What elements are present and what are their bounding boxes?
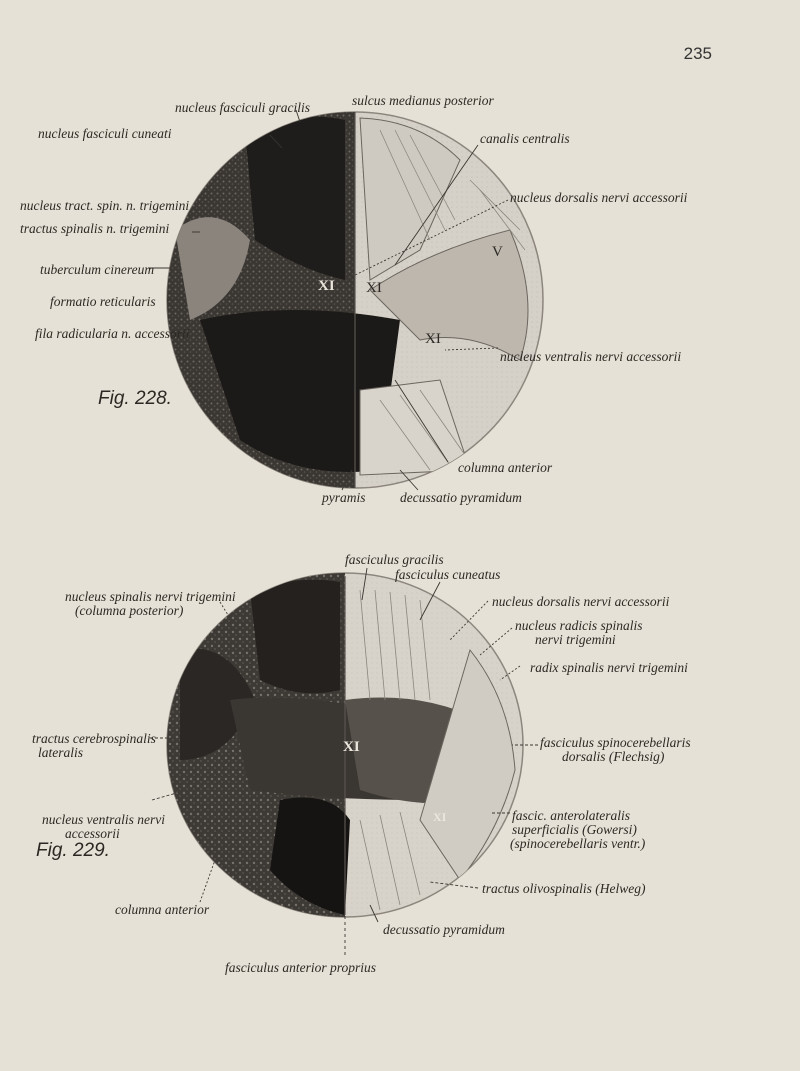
mark-xi-small-229: XI [433, 810, 447, 824]
label-nucleus-radicis-line1: nucleus radicis spinalis [515, 618, 643, 633]
label-tuberculum-cinereum: tuberculum cinereum [40, 262, 155, 277]
mark-xi-mid-228: XI [366, 280, 382, 296]
label-formatio-reticularis: formatio reticularis [50, 294, 156, 309]
label-decussatio-pyramidum-229: decussatio pyramidum [383, 922, 505, 937]
label-fasciculus-spinocerebellaris-line1: fasciculus spinocerebellaris [540, 735, 691, 750]
label-tractus-cerebrospinalis-line1: tractus cerebrospinalis [32, 731, 156, 746]
label-fasciculus-spinocerebellaris-line2: dorsalis (Flechsig) [562, 749, 665, 764]
label-tractus-cerebrospinalis-line2: lateralis [38, 745, 84, 760]
label-tractus-olivospinalis: tractus olivospinalis (Helweg) [482, 881, 646, 896]
label-fascic-anterolateralis-line3: (spinocerebellaris ventr.) [510, 836, 646, 851]
label-nucleus-spinalis-line2: (columna posterior) [75, 603, 184, 618]
mark-xi-lower-228: XI [425, 331, 441, 347]
label-fasciculus-anterior-proprius: fasciculus anterior proprius [225, 960, 377, 975]
label-fascic-anterolateralis-line1: fascic. anterolateralis [512, 808, 630, 823]
mark-v-228: V [492, 244, 503, 260]
posterior-columns-dark-229 [250, 580, 340, 694]
mark-xi-left-228: XI [318, 278, 335, 294]
label-nucleus-fasciculi-gracilis: nucleus fasciculi gracilis [175, 100, 310, 115]
label-nucleus-radicis-line2: nervi trigemini [535, 632, 616, 647]
label-nucleus-ventralis-line2: accessorii [65, 826, 120, 841]
label-sulcus-medianus-posterior: sulcus medianus posterior [352, 93, 494, 108]
caption-fig-228: Fig. 228. [98, 388, 172, 409]
label-nucleus-spinalis-line1: nucleus spinalis nervi trigemini [65, 589, 236, 604]
label-nucleus-dorsalis-229: nucleus dorsalis nervi accessorii [492, 594, 670, 609]
caption-fig-229: Fig. 229. [36, 840, 110, 861]
label-pyramis: pyramis [322, 490, 366, 505]
label-fila-radicularia: fila radicularia n. accessorii [35, 326, 190, 341]
label-fasciculus-gracilis: fasciculus gracilis [345, 552, 444, 567]
page-number: 235 [683, 44, 712, 63]
label-tractus-spinalis-trigemini: tractus spinalis n. trigemini [20, 221, 170, 236]
label-fascic-anterolateralis-line2: superficialis (Gowersi) [512, 822, 637, 837]
mark-xi-229: XI [343, 739, 360, 755]
label-radix-spinalis: radix spinalis nervi trigemini [530, 660, 688, 675]
label-nucleus-ventralis-line1: nucleus ventralis nervi [42, 812, 165, 827]
label-columna-anterior-229: columna anterior [115, 902, 210, 917]
label-fasciculus-cuneatus: fasciculus cuneatus [395, 567, 501, 582]
label-columna-anterior: columna anterior [458, 460, 553, 475]
label-nucleus-dorsalis-nervi-accessorii: nucleus dorsalis nervi accessorii [510, 190, 688, 205]
label-canalis-centralis: canalis centralis [480, 131, 570, 146]
label-nucleus-fasciculi-cuneati: nucleus fasciculi cuneati [38, 126, 172, 141]
label-nucleus-tract-spin-trigemini: nucleus tract. spin. n. trigemini [20, 198, 190, 213]
label-nucleus-ventralis-nervi-accessorii: nucleus ventralis nervi accessorii [500, 349, 682, 364]
label-decussatio-pyramidum: decussatio pyramidum [400, 490, 522, 505]
